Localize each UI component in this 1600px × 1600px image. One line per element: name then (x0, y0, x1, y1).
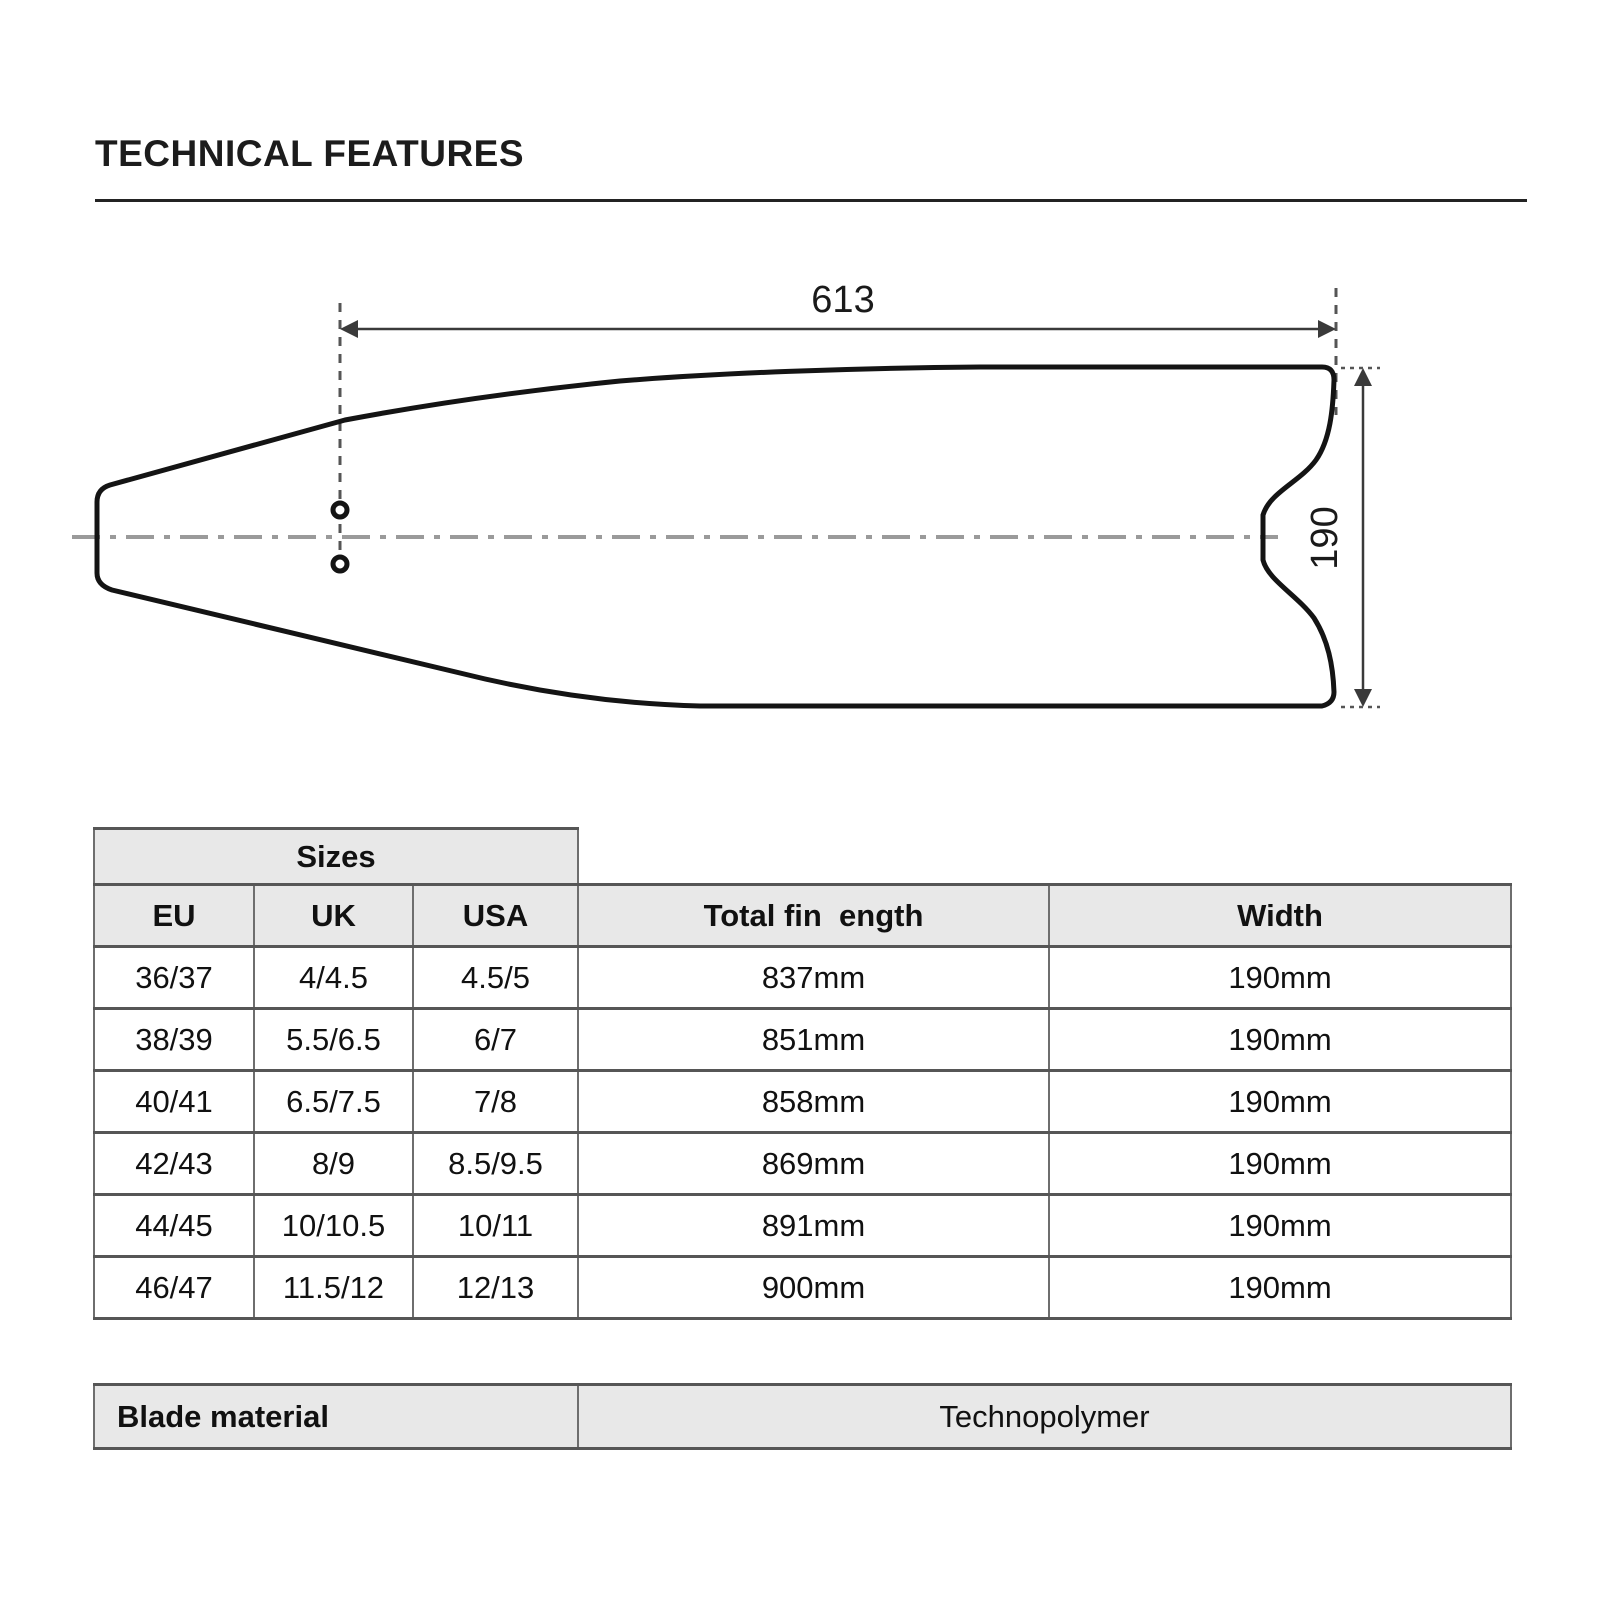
fin-outline (97, 367, 1334, 706)
col-header-length: Total fin ength (578, 885, 1049, 947)
table-row (94, 1257, 1511, 1319)
length-dimension-right-arrow-icon (1318, 320, 1336, 338)
col-header-eu: EU (94, 885, 254, 947)
cell-uk: 8/9 (254, 1133, 413, 1195)
width-dimension-label: 190 (1304, 506, 1346, 570)
cell-width: 190mm (1049, 1071, 1511, 1133)
sizes-group-header-cell: Sizes (94, 829, 578, 885)
table-row (94, 1009, 1511, 1071)
cell-eu: 38/39 (94, 1009, 254, 1071)
cell-uk: 4/4.5 (254, 947, 413, 1009)
spacer-cell (578, 829, 1511, 885)
cell-width: 190mm (1049, 947, 1511, 1009)
blade-material-value: Technopolymer (578, 1385, 1511, 1449)
cell-length: 837mm (578, 947, 1049, 1009)
upper-screw-hole (333, 503, 347, 517)
cell-usa: 10/11 (413, 1195, 578, 1257)
table-row (94, 1133, 1511, 1195)
cell-usa: 4.5/5 (413, 947, 578, 1009)
fin-technical-drawing (0, 0, 1600, 790)
col-header-uk: UK (254, 885, 413, 947)
col-header-width: Width (1049, 885, 1511, 947)
cell-eu: 44/45 (94, 1195, 254, 1257)
cell-usa: 7/8 (413, 1071, 578, 1133)
column-header-row (94, 885, 1511, 947)
lower-screw-hole (333, 557, 347, 571)
cell-width: 190mm (1049, 1133, 1511, 1195)
width-dimension-top-arrow-icon (1354, 368, 1372, 386)
table-row (94, 1071, 1511, 1133)
blade-material-table (93, 1383, 1512, 1450)
cell-uk: 6.5/7.5 (254, 1071, 413, 1133)
cell-eu: 46/47 (94, 1257, 254, 1319)
page-title: TECHNICAL FEATURES (95, 133, 525, 174)
cell-length: 858mm (578, 1071, 1049, 1133)
cell-uk: 5.5/6.5 (254, 1009, 413, 1071)
cell-width: 190mm (1049, 1195, 1511, 1257)
blade-material-label: Blade material (94, 1385, 578, 1449)
width-dimension-bottom-arrow-icon (1354, 689, 1372, 707)
table-row (94, 947, 1511, 1009)
cell-length: 851mm (578, 1009, 1049, 1071)
cell-length: 900mm (578, 1257, 1049, 1319)
length-dimension-left-arrow-icon (340, 320, 358, 338)
col-header-usa: USA (413, 885, 578, 947)
sizes-table (93, 827, 1512, 1320)
cell-usa: 6/7 (413, 1009, 578, 1071)
length-dimension-label: 613 (811, 279, 875, 321)
sizes-group-header-row (94, 829, 1511, 885)
cell-length: 869mm (578, 1133, 1049, 1195)
cell-eu: 36/37 (94, 947, 254, 1009)
cell-eu: 42/43 (94, 1133, 254, 1195)
cell-usa: 12/13 (413, 1257, 578, 1319)
cell-usa: 8.5/9.5 (413, 1133, 578, 1195)
cell-uk: 10/10.5 (254, 1195, 413, 1257)
cell-length: 891mm (578, 1195, 1049, 1257)
cell-eu: 40/41 (94, 1071, 254, 1133)
cell-width: 190mm (1049, 1257, 1511, 1319)
table-row (94, 1195, 1511, 1257)
blade-material-row (94, 1385, 1511, 1449)
cell-uk: 11.5/12 (254, 1257, 413, 1319)
cell-width: 190mm (1049, 1009, 1511, 1071)
